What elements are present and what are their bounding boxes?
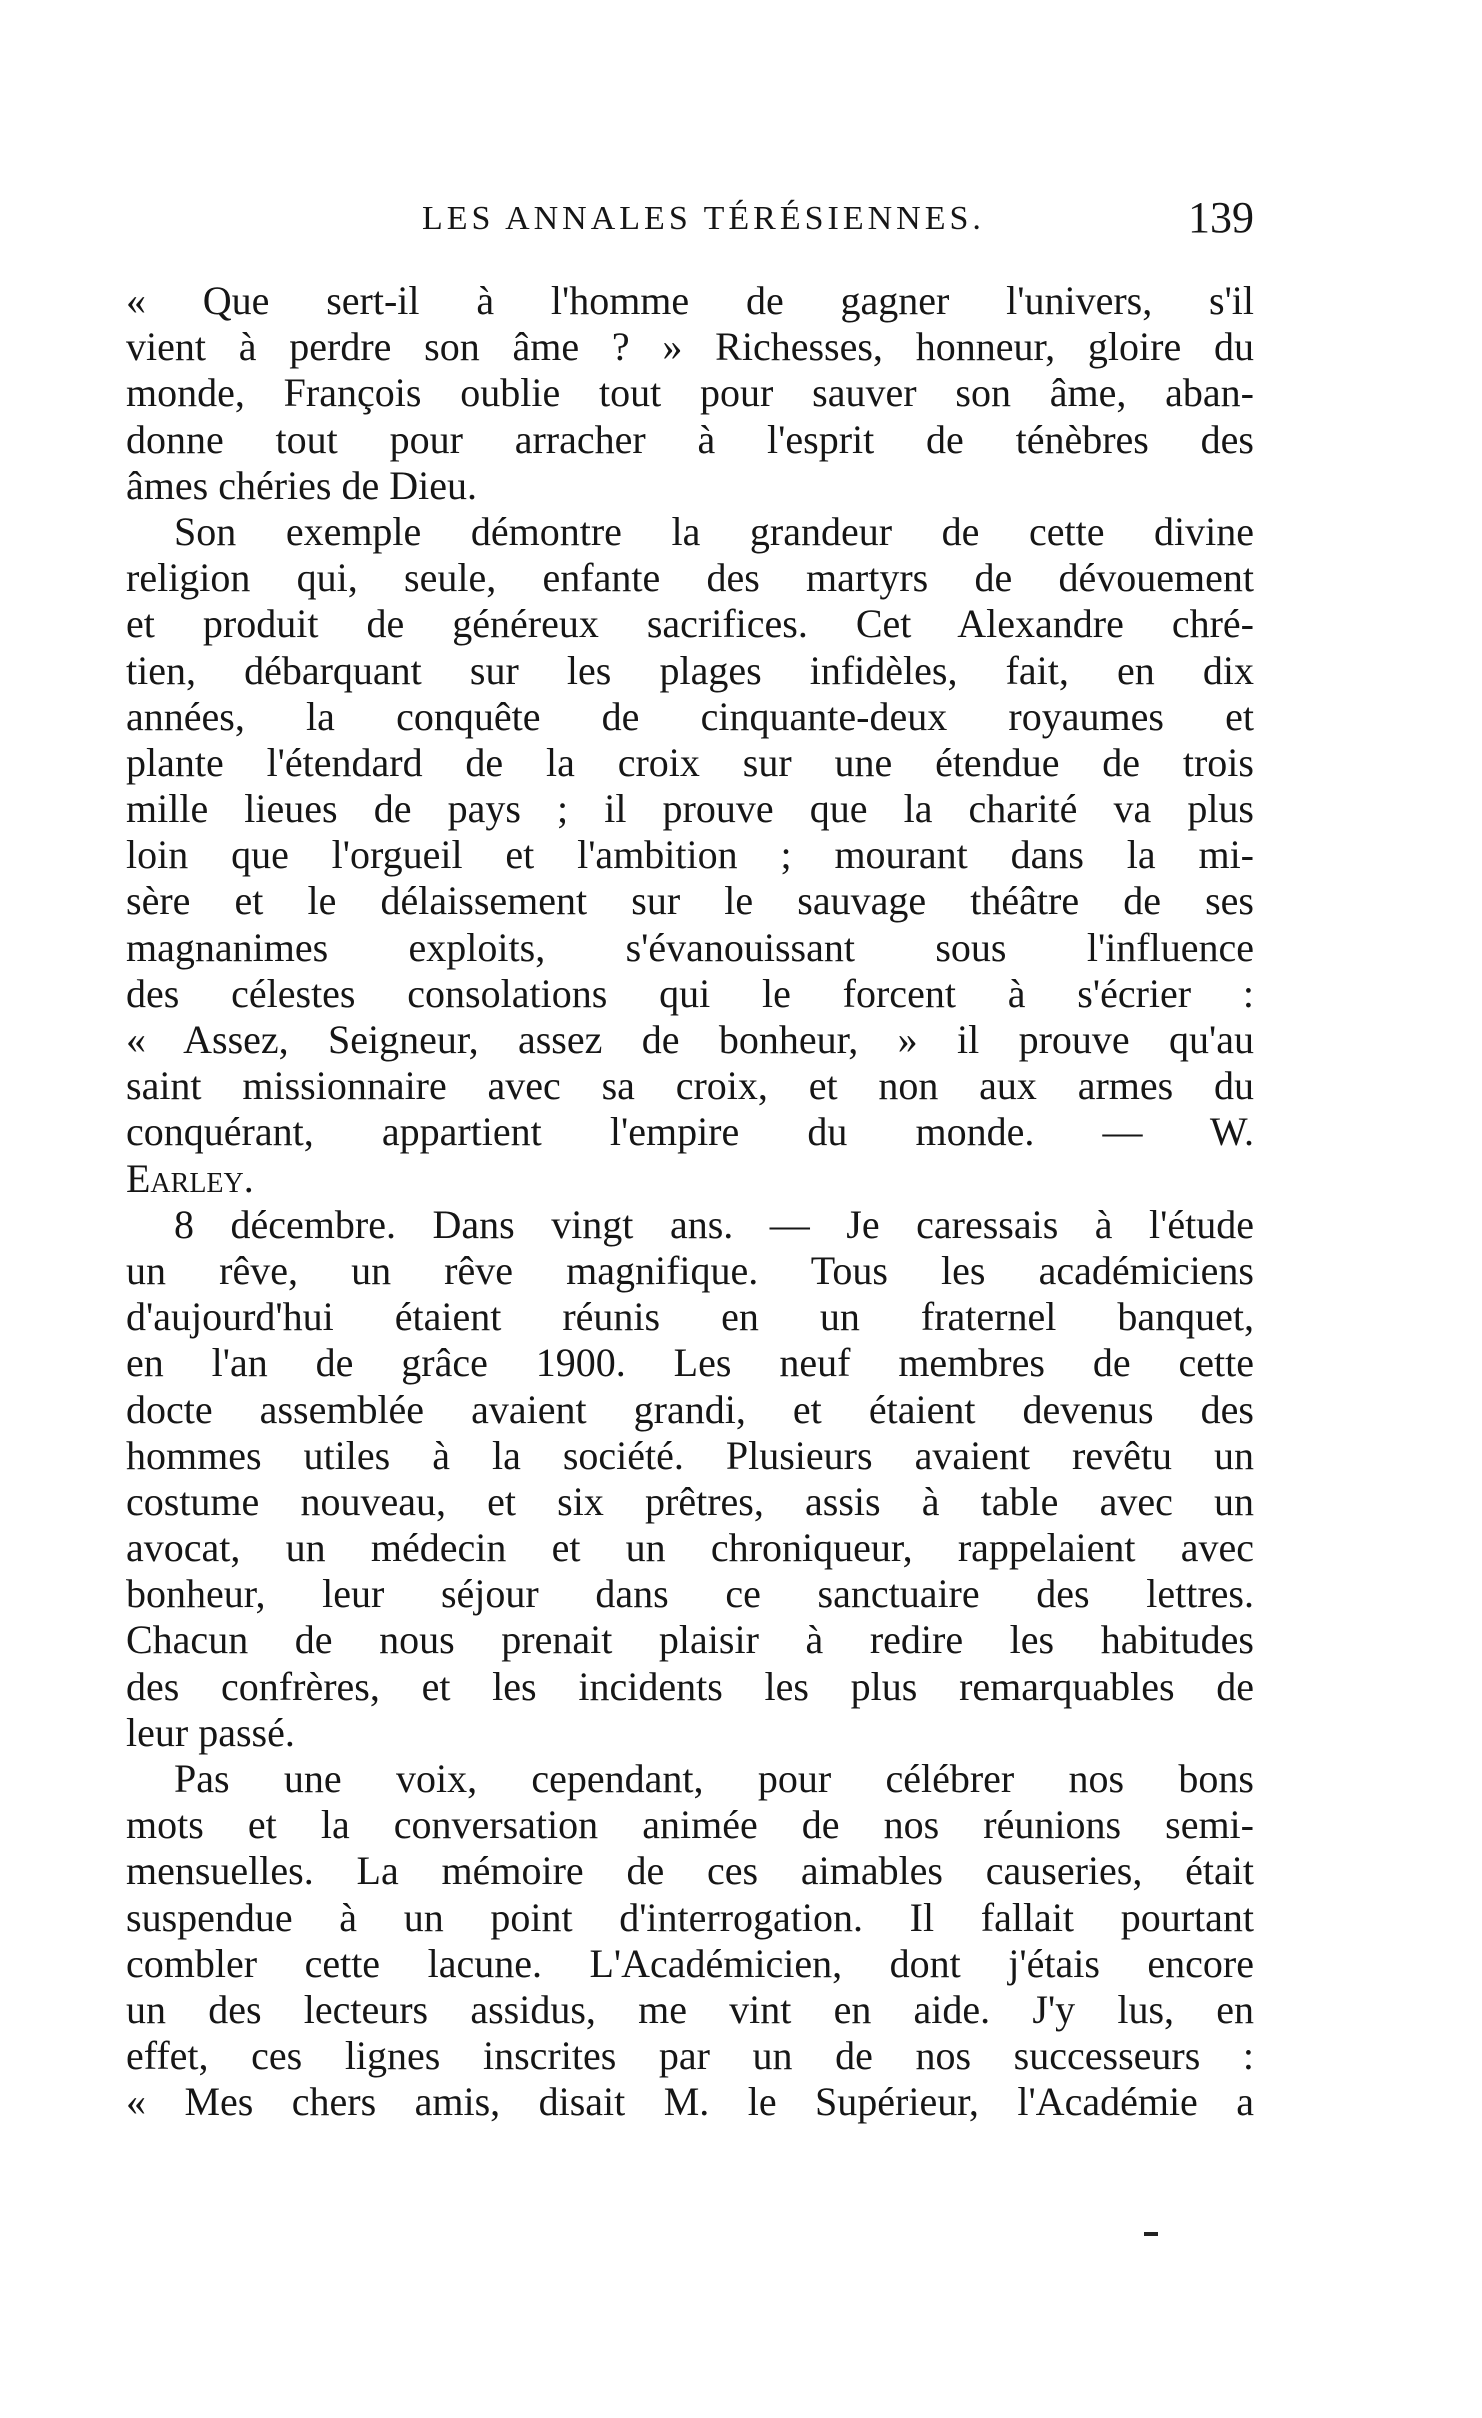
text-line: leur passé. <box>126 1709 295 1755</box>
text-line: 8 décembre. Dans vingt ans. — Je caressais à l'étude <box>174 1201 1254 1247</box>
text-line: costume nouveau, et six prêtres, assis à table avec un <box>126 1478 1254 1524</box>
running-title: LES ANNALES TÉRÉSIENNES. <box>422 200 985 237</box>
text-line: sère et le délaissement sur le sauvage théâtre de ses <box>126 878 1254 924</box>
text-line: docte assemblée avaient grandi, et étaient devenus des <box>126 1386 1254 1432</box>
printer-mark <box>1144 2232 1158 2236</box>
text-line: plante l'étendard de la croix sur une étendue de trois <box>126 739 1254 785</box>
text-line: un des lecteurs assidus, me vint en aide. J'y lus, en <box>126 1986 1254 2032</box>
text-line: des célestes consolations qui le forcent à s'écrier : <box>126 970 1254 1016</box>
text-line: effet, ces lignes inscrites par un de nos successeurs : <box>126 2033 1254 2079</box>
text-line: mille lieues de pays ; il prouve que la charité va plus <box>126 786 1254 832</box>
text-line: d'aujourd'hui étaient réunis en un fraternel banquet, <box>126 1294 1254 1340</box>
text-line: conquérant, appartient l'empire du monde. — W. <box>126 1109 1254 1155</box>
text-line: « Que sert-il à l'homme de gagner l'univers, s'il <box>126 278 1254 323</box>
text-line: un rêve, un rêve magnifique. Tous les académiciens <box>126 1247 1254 1293</box>
text-line: Son exemple démontre la grandeur de cette divine <box>174 508 1254 554</box>
text-line: Pas une voix, cependant, pour célébrer nos bons <box>174 1756 1254 1801</box>
text-line: mensuelles. La mémoire de ces aimables causeries, était <box>126 1848 1254 1894</box>
text-line: en l'an de grâce 1900. Les neuf membres de cette <box>126 1340 1254 1386</box>
text-line: « Assez, Seigneur, assez de bonheur, » il prouve qu'au <box>126 1017 1254 1062</box>
text-line: loin que l'orgueil et l'ambition ; mourant dans la mi- <box>126 832 1254 878</box>
text-line: bonheur, leur séjour dans ce sanctuaire des lettres. <box>126 1571 1254 1617</box>
signature-line: Earley. <box>126 1155 254 1201</box>
text-line: Chacun de nous prenait plaisir à redire les habitudes <box>126 1617 1254 1663</box>
text-line: monde, François oublie tout pour sauver son âme, aban- <box>126 370 1254 416</box>
body-text <box>126 278 1254 2126</box>
text-line: années, la conquête de cinquante-deux royaumes et <box>126 693 1254 739</box>
page-header <box>126 192 1254 252</box>
text-line: « Mes chers amis, disait M. le Supérieur, l'Académie a <box>126 2079 1254 2125</box>
text-line: combler cette lacune. L'Académicien, dont j'étais encore <box>126 1940 1254 1986</box>
text-line: donne tout pour arracher à l'esprit de ténèbres des <box>126 416 1254 462</box>
text-line: magnanimes exploits, s'évanouissant sous l'influence <box>126 924 1254 970</box>
page-number: 139 <box>1188 193 1254 242</box>
text-line: des confrères, et les incidents les plus remarquables de <box>126 1663 1254 1709</box>
text-line: tien, débarquant sur les plages infidèles, fait, en dix <box>126 647 1254 693</box>
text-line: et produit de généreux sacrifices. Cet Alexandre chré- <box>126 601 1254 647</box>
text-line: hommes utiles à la société. Plusieurs avaient revêtu un <box>126 1432 1254 1478</box>
text-line: avocat, un médecin et un chroniqueur, rappelaient avec <box>126 1525 1254 1571</box>
text-line: âmes chéries de Dieu. <box>126 462 477 508</box>
text-line: vient à perdre son âme ? » Richesses, honneur, gloire du <box>126 324 1254 370</box>
text-line: suspendue à un point d'interrogation. Il fallait pourtant <box>126 1894 1254 1940</box>
text-line: religion qui, seule, enfante des martyrs de dévouement <box>126 555 1254 601</box>
text-line: saint missionnaire avec sa croix, et non aux armes du <box>126 1063 1254 1109</box>
text-line: mots et la conversation animée de nos réunions semi- <box>126 1802 1254 1848</box>
